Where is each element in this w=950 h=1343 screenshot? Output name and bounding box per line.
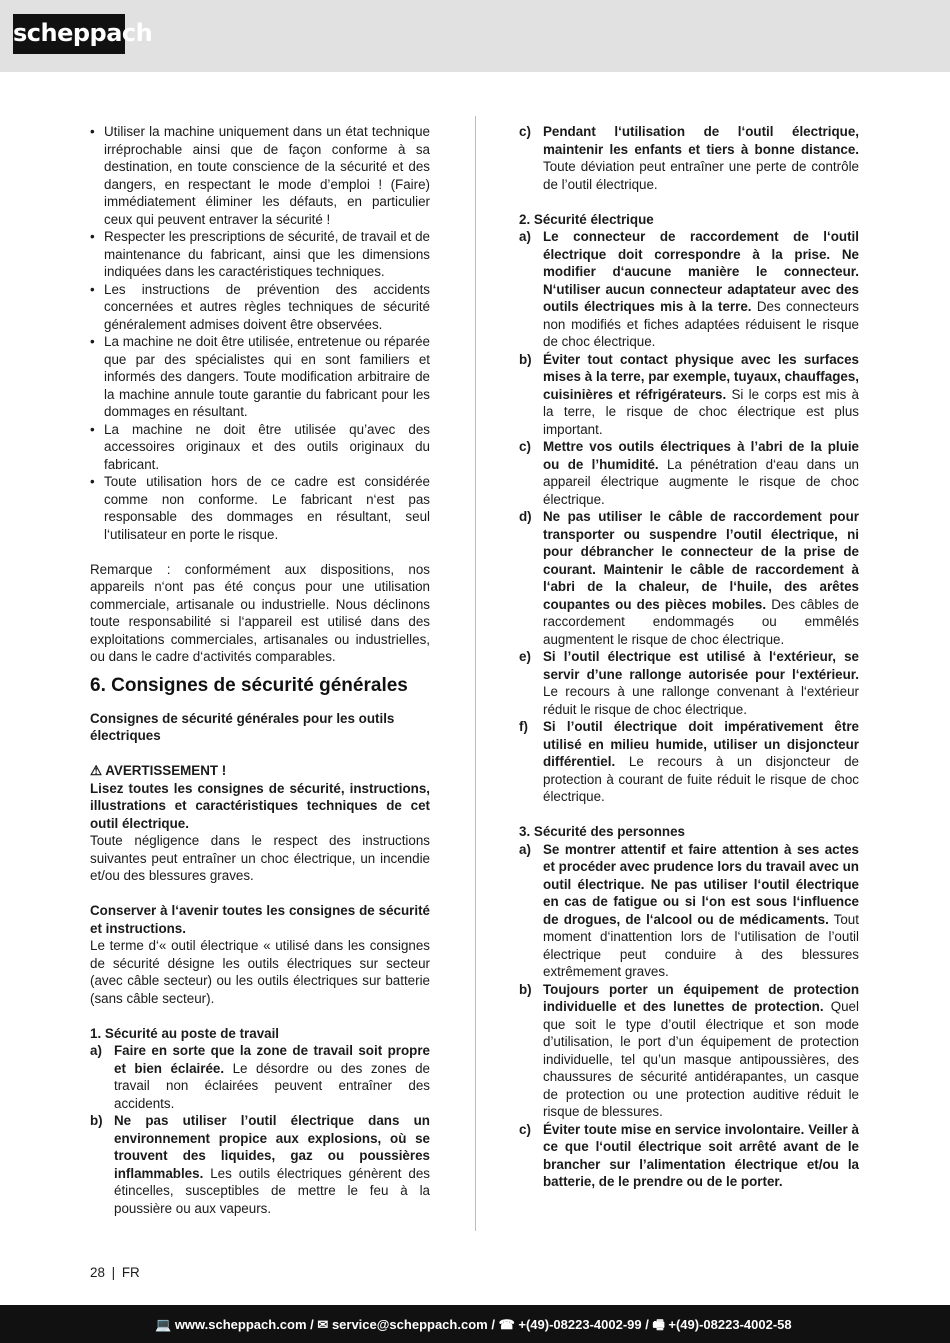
right-column <box>519 123 859 1191</box>
work-safety-title: 1. Sécurité au poste de travail <box>90 1025 280 1041</box>
list-item: • Respecter les prescriptions de sécurité, de travail et de maintenance du fabricant, ainsi que les dimensions indiquées dans les caractéristiques techniques. <box>90 228 430 281</box>
warning-bold-text: Lisez toutes les consignes de sécurité, instructions, illustrations et caractéristiques techniques de cet outil électrique. <box>90 780 430 831</box>
computer-icon: 💻 <box>155 1317 172 1332</box>
list-item: • La machine ne doit être utilisée, entretenue ou réparée que par des spécialistes qui en sont familiers et informés des dangers. Toute modification arbitraire de la machine annule toute garantie du fabricant pour les dommages en résultant. <box>90 333 430 421</box>
person-item-a: a) Se montrer attentif et faire attention à ses actes et procéder avec prudence lors du travail avec un outil électrique. Ne pas utiliser l‘outil électrique en cas de fatigue ou si l‘on est sous l‘influence de drogues, de l‘alcool ou de médicaments. Tout moment d‘inattention lors de l‘utilisation de l’outil électrique peut conduire à des blessures extrêmement graves. <box>519 841 859 979</box>
elec-item-a: a) Le connecteur de raccordement de l‘outil électrique doit correspondre à la prise. Ne modifier d‘aucune manière le connecteur. N‘utiliser aucun connecteur adaptateur avec des outils électriques mis à la terre. Des connecteurs non modifiés et fiches adaptées réduisent le risque de choc électrique. <box>519 229 859 349</box>
elec-item-c: c) Mettre vos outils électriques à l’abri de la pluie ou de l’humidité. La pénétration d‘eau dans un appareil électrique augmente le risque de choc électrique. <box>519 439 859 507</box>
person-item-b: b) Toujours porter un équipement de protection individuelle et des lunettes de protection. Quel que soit le type d’outil électrique et son mode d’utilisation, le port d’un équipement de protection individuelle, tel qu’un masque antipoussières, des chaussures de sécurité antidérapantes, un casque de protection ou une protection auditive réduit le risque de blessures. <box>519 981 859 1119</box>
warning-text: Toute négligence dans le respect des instructions suivantes peut entraîner un choc électrique, un incendie et/ou des blessures graves. <box>90 833 430 883</box>
left-column <box>90 123 430 1217</box>
page-language: FR <box>121 1265 140 1280</box>
phone-icon: ☎ <box>498 1317 515 1332</box>
keep-instructions-bold: Conserver à l‘avenir toutes les consignes de sécurité et instructions. <box>90 903 430 936</box>
list-item: • La machine ne doit être utilisée qu’avec des accessoires originaux et des outils originaux du fabricant. <box>90 421 430 474</box>
mail-icon: ✉ <box>317 1317 329 1332</box>
brand-logo: scheppach <box>13 14 125 54</box>
usage-bullet-list <box>90 123 430 543</box>
remark-paragraph: Remarque : conformément aux dispositions, nos appareils n‘ont pas été conçus pour une utilisation commerciale, artisanale ou industrielle. Nous déclinons toute responsabilité si l‘appareil est utilisé dans des exploitations commerciales, artisanales ou industrielles, ou dans le cadre d‘activités comparables. <box>90 561 430 664</box>
list-item: • Toute utilisation hors de ce cadre est considérée comme non conforme. Le fabricant n‘est pas responsable des dommages en résultant, seul l‘utilisateur en porte le risque. <box>90 473 430 543</box>
section-title: 6. Consignes de sécurité générales <box>90 674 408 696</box>
warning-title: ⚠ AVERTISSEMENT ! <box>90 763 227 778</box>
electrical-safety-title: 2. Sécurité électrique <box>519 211 654 227</box>
list-item: • Les instructions de prévention des accidents concernées et autres règles techniques de sécurité généralement admises doivent être observées. <box>90 281 430 334</box>
elec-item-f: f) Si l’outil électrique doit impérativement être utilisé en milieu humide, utiliser un disjoncteur différentiel. Le recours à un disjoncteur de protection à courant de fuite réduit le risque de choc électrique. <box>519 719 859 804</box>
footer-phone: +(49)-08223-4002-99 <box>518 1317 642 1332</box>
fax-icon: 🖷 <box>652 1317 665 1332</box>
footer-email[interactable]: service@scheppach.com <box>331 1317 488 1332</box>
page-number-block: 28 | FR <box>90 1265 140 1280</box>
work-item-b: b) Ne pas utiliser l’outil électrique dans un environnement propice aux explosions, où se trouvent des liquides, gaz ou poussières inflammables. Les outils électriques génèrent des étincelles, susceptibles de mettre le feu à la poussière ou aux vapeurs. <box>90 1113 430 1216</box>
personal-safety-title: 3. Sécurité des personnes <box>519 824 685 839</box>
elec-item-d: d) Ne pas utiliser le câble de raccordement pour transporter ou suspendre l’outil électrique, ni pour débrancher le connecteur de la prise de courant. Maintenir le câble de raccordement à l‘abri de la chaleur, de l‘huile, des arêtes coupantes ou des pièces mobiles. Des câbles de raccordement endommagés ou emmêlés augmentent le risque de choc électrique. <box>519 509 859 647</box>
footer-fax: +(49)-08223-4002-58 <box>668 1317 792 1332</box>
column-divider <box>475 116 476 1231</box>
work-item-c: c) Pendant l‘utilisation de l‘outil électrique, maintenir les enfants et tiers à bonne distance. Toute déviation peut entraîner une perte de contrôle de l’outil électrique. <box>519 124 859 192</box>
page-footer: 💻 www.scheppach.com / ✉ service@scheppach.com / ☎ +(49)-08223-4002-99 / 🖷 +(49)-08223-4002-58 <box>0 1305 950 1343</box>
list-item: • Utiliser la machine uniquement dans un état technique irréprochable ainsi que de façon conforme à sa destination, en toute conscience de la sécurité et des dangers, en respectant le mode d’emploi ! (Faire) immédiatement éliminer les défauts, en particulier ceux qui peuvent entraver la sécurité ! <box>90 123 430 228</box>
section-subtitle: Consignes de sécurité générales pour les outils électriques <box>90 710 395 743</box>
page-number: 28 <box>90 1265 105 1280</box>
page-header <box>0 0 950 72</box>
footer-website[interactable]: www.scheppach.com <box>174 1317 307 1332</box>
keep-instructions-text: Le terme d‘« outil électrique « utilisé dans les consignes de sécurité désigne les outils électriques sur secteur (avec câble secteur) ou les outils électriques sur batterie (sans câble secteur). <box>90 938 430 1006</box>
elec-item-e: e) Si l’outil électrique est utilisé à l‘extérieur, se servir d’une rallonge autorisée pour l‘extérieur. Le recours à une rallonge convenant à l‘extérieur réduit le risque de choc électrique. <box>519 649 859 717</box>
person-item-c: c) Éviter toute mise en service involontaire. Veiller à ce que l‘outil électrique soit arrêté avant de le brancher sur l’alimentation électrique et/ou la batterie, de le prendre ou de le porter. <box>519 1121 859 1189</box>
elec-item-b: b) Éviter tout contact physique avec les surfaces mises à la terre, par exemple, tuyaux, chauffages, cuisinières et réfrigérateurs. Si le corps est mis à la terre, le risque de choc électrique est plus important. <box>519 351 859 437</box>
work-item-a: a) Faire en sorte que la zone de travail soit propre et bien éclairée. Le désordre ou des zones de travail non éclairées peuvent entraîner des accidents. <box>90 1043 431 1111</box>
